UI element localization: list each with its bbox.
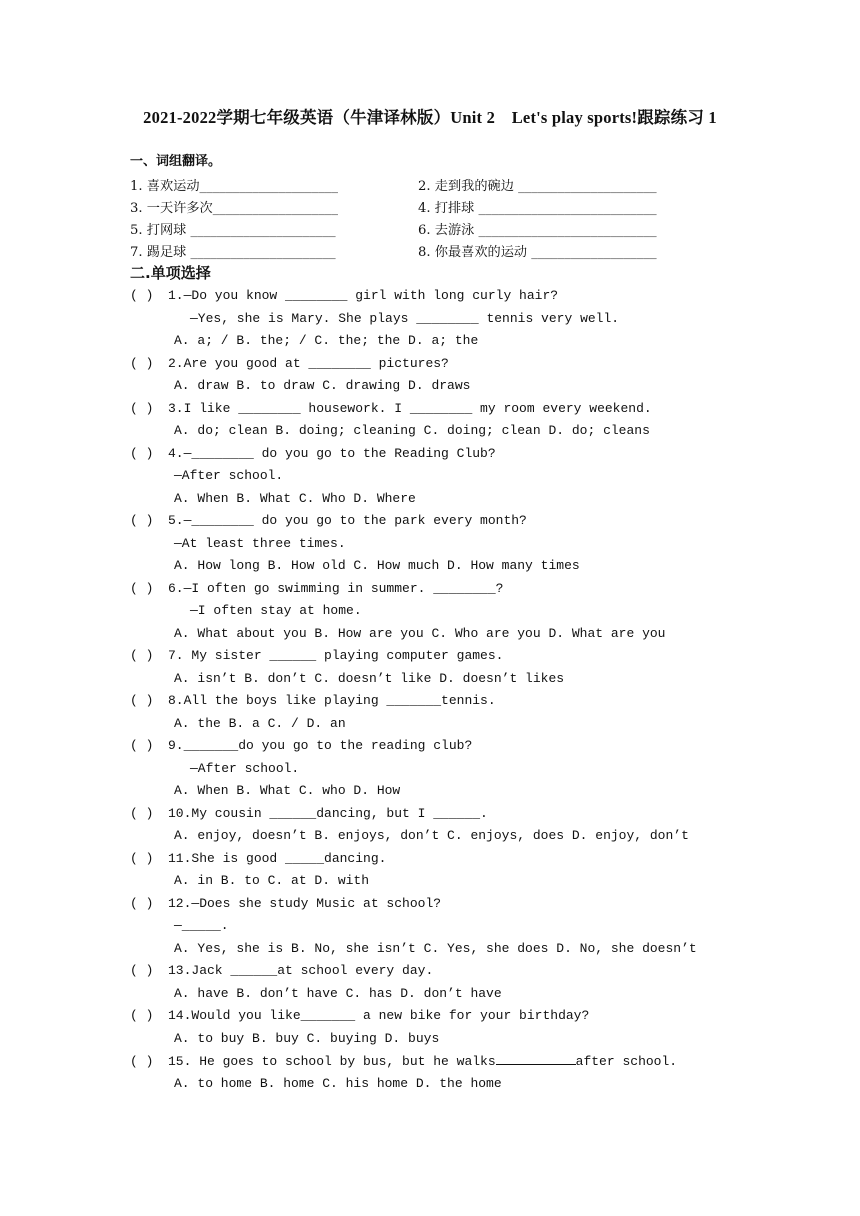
- question-stem: 6.—I often go swimming in summer. ________?: [168, 581, 504, 596]
- question-stem: 4.—________ do you go to the Reading Club?: [168, 446, 496, 461]
- question-row: [130, 354, 449, 374]
- answer-blank: ( ): [130, 851, 154, 866]
- section-1-heading: 一、词组翻译。: [130, 154, 222, 169]
- question-stem-wrap: [168, 1052, 677, 1072]
- vocab-item: 6. 去游泳 ___________________________: [418, 223, 657, 238]
- answer-options: A. draw B. to draw C. drawing D. draws: [174, 378, 471, 393]
- answer-options: A. in B. to C. at D. with: [174, 873, 370, 888]
- answer-blank: ( ): [130, 648, 154, 663]
- answer-options: A. Yes, she is B. No, she isn’t C. Yes, she does D. No, she doesn’t: [174, 941, 697, 956]
- question-stem: 8.All the boys like playing _______tennis.: [168, 693, 496, 708]
- question-row: [130, 646, 504, 666]
- question-stem: 11.She is good _____dancing.: [168, 851, 387, 866]
- answer-blank: ( ): [130, 693, 154, 708]
- answer-blank: ( ): [130, 896, 154, 911]
- question-row: [130, 399, 652, 419]
- question-stem: 7. My sister ______ playing computer games.: [168, 648, 504, 663]
- question-line: —_____.: [174, 918, 229, 933]
- question-line: —At least three times.: [174, 536, 346, 551]
- answer-options: A. to buy B. buy C. buying D. buys: [174, 1031, 440, 1046]
- question-row: [130, 804, 488, 824]
- question-stem-end: after school.: [575, 1054, 678, 1069]
- answer-blank: ( ): [130, 1008, 154, 1023]
- answer-blank: ( ): [130, 963, 154, 978]
- question-row: [130, 511, 527, 531]
- question-row: [130, 1052, 678, 1072]
- question-row: [130, 579, 504, 599]
- answer-blank: ( ): [130, 806, 154, 821]
- answer-options: A. How long B. How old C. How much D. How many times: [174, 558, 580, 573]
- question-stem: 2.Are you good at ________ pictures?: [168, 356, 449, 371]
- answer-blank: ( ): [130, 446, 154, 461]
- section-2-heading: 二.单项选择: [130, 264, 211, 282]
- question-stem: 14.Would you like_______ a new bike for your birthday?: [168, 1008, 590, 1023]
- vocab-item: 2. 走到我的碗边 _____________________: [418, 179, 657, 194]
- question-line: —I often stay at home.: [190, 603, 362, 618]
- question-stem: 12.—Does she study Music at school?: [168, 896, 442, 911]
- answer-options: A. a; / B. the; / C. the; the D. a; the: [174, 333, 479, 348]
- answer-options: A. When B. What C. Who D. Where: [174, 491, 416, 506]
- question-row: [130, 894, 442, 914]
- question-stem: 15. He goes to school by bus, but he walks: [168, 1054, 496, 1069]
- answer-blank: ( ): [130, 581, 154, 596]
- answer-options: A. the B. a C. / D. an: [174, 716, 346, 731]
- answer-options: A. to home B. home C. his home D. the home: [174, 1076, 502, 1091]
- answer-options: A. When B. What C. who D. How: [174, 783, 401, 798]
- question-line: —After school.: [190, 761, 300, 776]
- answer-options: A. enjoy, doesn’t B. enjoys, don’t C. enjoys, does D. enjoy, don’t: [174, 828, 689, 843]
- question-row: [130, 961, 434, 981]
- vocab-item: 5. 打网球 ______________________: [130, 223, 336, 238]
- answer-options: A. What about you B. How are you C. Who are you D. What are you: [174, 626, 666, 641]
- vocab-item: 1. 喜欢运动_____________________: [130, 179, 338, 194]
- vocab-item: 3. 一天许多次___________________: [130, 201, 338, 216]
- question-line: —Yes, she is Mary. She plays ________ tennis very well.: [190, 311, 620, 326]
- answer-options: A. do; clean B. doing; cleaning C. doing; clean D. do; cleans: [174, 423, 650, 438]
- question-row: [130, 736, 473, 756]
- vocab-item: 4. 打排球 ___________________________: [418, 201, 657, 216]
- answer-blank: ( ): [130, 288, 154, 303]
- vocab-item: 7. 踢足球 ______________________: [130, 245, 336, 260]
- question-row: [130, 1006, 590, 1026]
- answer-options: A. have B. don’t have C. has D. don’t have: [174, 986, 502, 1001]
- question-row: [130, 849, 387, 869]
- fill-blank-line: [496, 1052, 576, 1065]
- answer-blank: ( ): [130, 1054, 154, 1069]
- worksheet-title: 2021-2022学期七年级英语（牛津译林版）Unit 2 Let's play sports!跟踪练习 1: [143, 108, 717, 127]
- question-stem: 1.—Do you know ________ girl with long curly hair?: [168, 288, 559, 303]
- question-stem: 13.Jack ______at school every day.: [168, 963, 434, 978]
- question-stem: 9._______do you go to the reading club?: [168, 738, 473, 753]
- answer-blank: ( ): [130, 738, 154, 753]
- question-row: [130, 286, 559, 306]
- answer-options: A. isn’t B. don’t C. doesn’t like D. doesn’t likes: [174, 671, 565, 686]
- question-row: [130, 691, 496, 711]
- question-stem: 10.My cousin ______dancing, but I ______.: [168, 806, 488, 821]
- question-stem: 3.I like ________ housework. I ________ my room every weekend.: [168, 401, 652, 416]
- vocab-item: 8. 你最喜欢的运动 ___________________: [418, 245, 657, 260]
- question-stem: 5.—________ do you go to the park every month?: [168, 513, 527, 528]
- answer-blank: ( ): [130, 513, 154, 528]
- answer-blank: ( ): [130, 356, 154, 371]
- question-row: [130, 444, 496, 464]
- question-line: —After school.: [174, 468, 284, 483]
- answer-blank: ( ): [130, 401, 154, 416]
